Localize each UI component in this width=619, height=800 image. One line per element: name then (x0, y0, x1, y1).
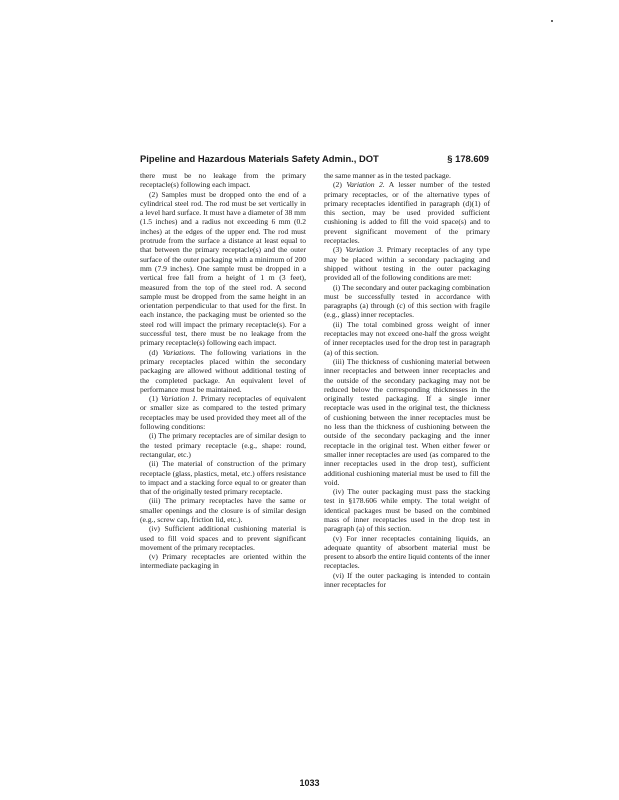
paragraph (324, 171, 490, 180)
paragraph (324, 571, 490, 590)
paragraph (324, 534, 490, 571)
paragraph (140, 552, 306, 571)
header-title: Pipeline and Hazardous Materials Safety Admin., DOT (140, 153, 379, 164)
paragraph-text: (ii) The material of construction of the primary receptacle (glass, plastics, metal, etc.) offers resistance to impact and a stacking force equal to or greater than that of the originally tested primary receptacle. (140, 459, 307, 497)
paragraph-text: (i) The primary receptacles are of similar design to the tested primary receptacle (e.g., shape: round, rectangular, etc.) (140, 431, 306, 459)
paragraph (324, 487, 490, 533)
paragraph (140, 496, 306, 524)
paragraph-text: (i) The secondary and outer packaging combination must be successfully tested in accordance with paragraphs (a) through (c) of this section with fragile (e.g., glass) inner receptacles. (324, 282, 490, 320)
paragraph-text: (v) For inner receptacles containing liquids, an adequate quantity of absorbent material must be present to absorb the entire liquid contents of the inner receptacles. (324, 533, 490, 571)
paragraph-text: (iii) The primary receptacles have the same or smaller openings and the closure is of similar design (e.g., screw cap, friction lid, etc.). (140, 496, 306, 524)
paragraph-text: (vi) If the outer packaging is intended to contain inner receptacles for (324, 570, 490, 590)
paragraph-text: A lesser number of the tested primary receptacles, or of the alternative types of primary receptacles identified in paragraph (d)(1) of this section, may be used provided sufficient cushioning is added to fill the void space(s) and to prevent significant movement of the primary receptacles. (324, 180, 490, 246)
paragraph (140, 431, 306, 459)
paragraph-label: (d) (149, 347, 163, 357)
paragraph-text: Primary receptacles of equivalent or smaller size as compared to the tested primary receptacles may be used provided they meet all of the following conditions: (140, 394, 306, 432)
paragraph-text: Primary receptacles of any type may be placed within a secondary packaging and shipped without testing in the outer packaging provided all of the following conditions are met: (324, 245, 490, 283)
paragraph-text: (2) Samples must be dropped onto the end of a cylindrical steel rod. The rod must be set vertically in a level hard surface. It must have a diameter of 38 mm (1.5 inches) and a radius not exceeding 6 mm (0.2 inches) at the edges of the upper end. The rod must protrude from the surface a distance at least equal to that between the primary receptacle(s) and the outer surface of the outer packaging with a minimum of 200 mm (7.9 inches). One sample must be dropped in a vertical free fall from a height of 1 m (3 feet), measured from the top of the steel rod. A second sample must be dropped from the same height in an orientation perpendicular to that used for the first. In each instance, the packaging must be oriented so the steel rod will impact the primary receptacle(s). For a successful test, there must be no leakage from the primary receptacle(s) following each impact. (140, 189, 306, 348)
paragraph (140, 348, 306, 394)
paragraph-text: the same manner as in the tested package. (324, 171, 451, 180)
paragraph-text: (iv) The outer packaging must pass the stacking test in §178.606 while empty. The total weight of identical packages must be based on the combined mass of inner receptacles used in the drop test in paragraph (a) of this section. (324, 487, 490, 534)
left-text-column (140, 171, 306, 571)
paragraph (324, 180, 490, 245)
paragraph-heading: Variation 1. (160, 394, 198, 404)
paragraph (140, 394, 306, 431)
paragraph-label: (3) (333, 245, 346, 255)
paragraph-text: there must be no leakage from the primary receptacle(s) following each impact. (140, 171, 306, 190)
right-text-column (324, 171, 490, 589)
paragraph-label: (1) (149, 394, 161, 404)
paragraph (140, 190, 306, 348)
paragraph-heading: Variations. (162, 347, 196, 357)
paragraph (140, 459, 306, 496)
paragraph-text: (iii) The thickness of cushioning material between inner receptacles and between inner receptacles and the outside of the secondary packaging may not be reduced below the corresponding thicknesses in the originally tested packaging. If a single inner receptacle was used in the original test, the thickness of cushioning between the inner receptacles must be no less than the thickness of cushioning between the outside of the secondary packaging and the inner receptacle in the original test. When either fewer or smaller inner receptacles are used (as compared to the inner receptacles used in the drop test), sufficient additional cushioning material must be used to fill the void. (324, 356, 490, 487)
paragraph (324, 283, 490, 320)
paragraph-label: (2) (333, 180, 347, 190)
paragraph (324, 357, 490, 487)
header-section: § 178.609 (447, 153, 489, 164)
paragraph-text: (iv) Sufficient additional cushioning material is used to fill void spaces and to prevent significant movement of the primary receptacles. (140, 524, 306, 552)
speck-mark (551, 20, 553, 22)
running-header (140, 153, 489, 167)
paragraph-text: (v) Primary receptacles are oriented within the intermediate packaging in (140, 552, 306, 571)
paragraph-text: (ii) The total combined gross weight of inner receptacles may not exceed one-half the gross weight of inner receptacles used for the drop test in paragraph (a) of this section. (324, 319, 490, 357)
paragraph-heading: Variation 2. (346, 180, 385, 190)
paragraph-text: The following variations in the primary receptacles placed within the secondary packaging are allowed without additional testing of the completed package. An equivalent level of performance must be maintained. (140, 347, 306, 394)
page-number: 1033 (299, 778, 320, 788)
paragraph-heading: Variation 3. (345, 245, 384, 255)
paragraph (140, 524, 306, 552)
paragraph (324, 245, 490, 282)
paragraph (140, 171, 306, 190)
paragraph (324, 320, 490, 357)
